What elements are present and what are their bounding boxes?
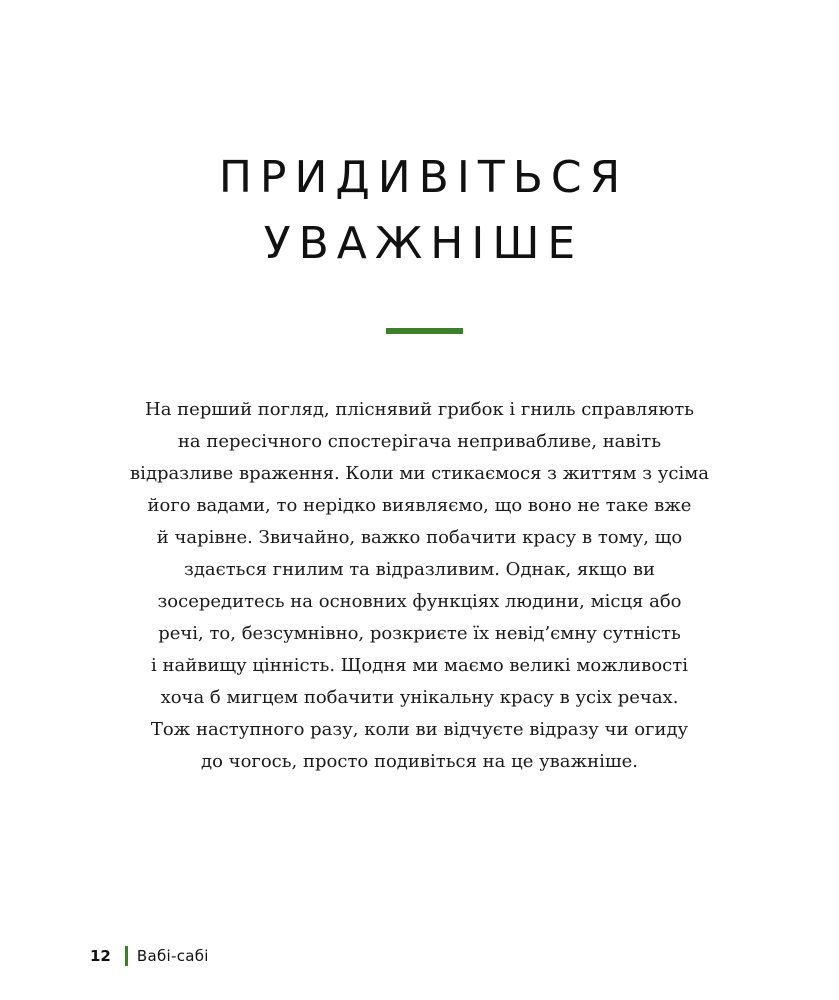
body-line: до чогось, просто подивіться на це уважніше.: [201, 751, 638, 772]
running-book-title: Вабі-сабі: [136, 947, 209, 965]
chapter-title-line-1: ПРИДИВІТЬСЯ: [218, 152, 629, 203]
body-line: здається гнилим та відразливим. Однак, якщо ви: [184, 559, 655, 580]
body-line: зосередитесь на основних функціях людини, місця або: [157, 591, 682, 612]
body-line: хоча б мигцем побачити унікальну красу в усіх речах.: [160, 687, 679, 708]
footer-divider: [125, 946, 128, 966]
chapter-title-line-2: УВАЖНІШЕ: [263, 218, 584, 269]
body-line: Тож наступного разу, коли ви відчуєте відразу чи огиду: [150, 719, 689, 740]
title-accent-rule: [386, 328, 463, 334]
page-number: 12: [90, 947, 111, 965]
body-line: його вадами, то нерідко виявляємо, що воно не таке вже: [147, 495, 692, 516]
body-line: й чарівне. Звичайно, важко побачити красу в тому, що: [156, 527, 683, 548]
body-line: На перший погляд, пліснявий грибок і гниль справляють: [145, 399, 694, 420]
chapter-title: [0, 145, 839, 277]
body-line: і найвищу цінність. Щодня ми маємо великі можливості: [151, 655, 688, 676]
page-footer: [90, 944, 209, 968]
body-paragraph: [110, 394, 729, 778]
body-line: речі, то, безсумнівно, розкриєте їх невід’ємну сутність: [158, 623, 681, 644]
body-line: відразливе враження. Коли ми стикаємося з життям з усіма: [130, 463, 709, 484]
body-line: на пересічного спостерігача непривабливе, навіть: [177, 431, 662, 452]
